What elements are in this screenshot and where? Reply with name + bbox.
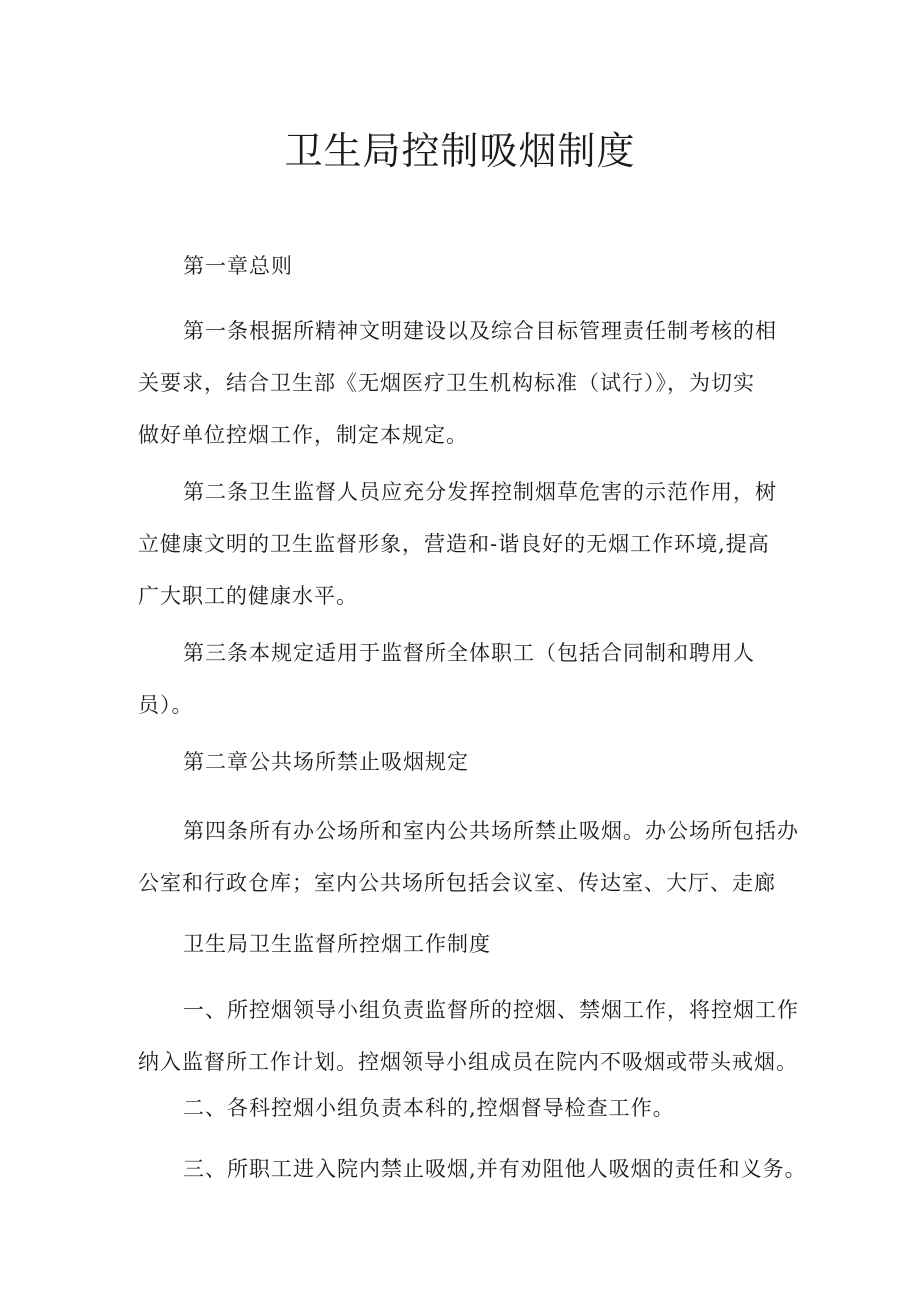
document-title: 卫生局控制吸烟制度: [284, 129, 636, 173]
article-2: [138, 466, 798, 622]
rule-1: [138, 984, 798, 1088]
section-heading: [138, 918, 798, 970]
text-line: 第二章公共场所禁止吸烟规定: [183, 750, 469, 774]
text-line: 卫生局卫生监督所控烟工作制度: [183, 932, 491, 956]
article-1: [138, 305, 798, 461]
text-line: 纳入监督所工作计划。控烟领导小组成员在院内不吸烟或带头戒烟。: [138, 1050, 798, 1074]
text-line: 第二条卫生监督人员应充分发挥控制烟草危害的示范作用，树: [183, 480, 777, 504]
text-line: 第三条本规定适用于监督所全体职工（包括合同制和聘用人: [183, 641, 755, 665]
text-line: 关要求，结合卫生部《无烟医疗卫生机构标准（试行）》，为切实: [138, 371, 755, 395]
text-line: 一、所控烟领导小组负责监督所的控烟、禁烟工作，将控烟工作: [183, 998, 799, 1022]
text-line: 员）。: [138, 693, 194, 717]
text-line: 第一章总则: [183, 254, 293, 278]
text-line: 公室和行政仓库；室内公共场所包括会议室、传达室、大厅、走廊: [138, 871, 776, 895]
chapter-2-heading: [138, 736, 798, 788]
rule-3: [138, 1143, 807, 1195]
text-line: 立健康文明的卫生监督形象，营造和-谐良好的无烟工作环境,提高: [138, 532, 770, 556]
rule-2: [138, 1082, 798, 1134]
chapter-1-heading: [138, 240, 798, 292]
text-line: 做好单位控烟工作，制定本规定。: [138, 423, 468, 447]
text-line: 广大职工的健康水平。: [138, 584, 358, 608]
article-3: [138, 627, 798, 731]
text-line: 三、所职工进入院内禁止吸烟,并有劝阻他人吸烟的责任和义务。: [183, 1157, 807, 1181]
article-4: [138, 805, 798, 909]
text-line: 二、各科控烟小组负责本科的,控烟督导检查工作。: [183, 1096, 675, 1120]
text-line: 第一条根据所精神文明建设以及综合目标管理责任制考核的相: [183, 319, 777, 343]
text-line: 第四条所有办公场所和室内公共场所禁止吸烟。办公场所包括办: [183, 819, 799, 843]
